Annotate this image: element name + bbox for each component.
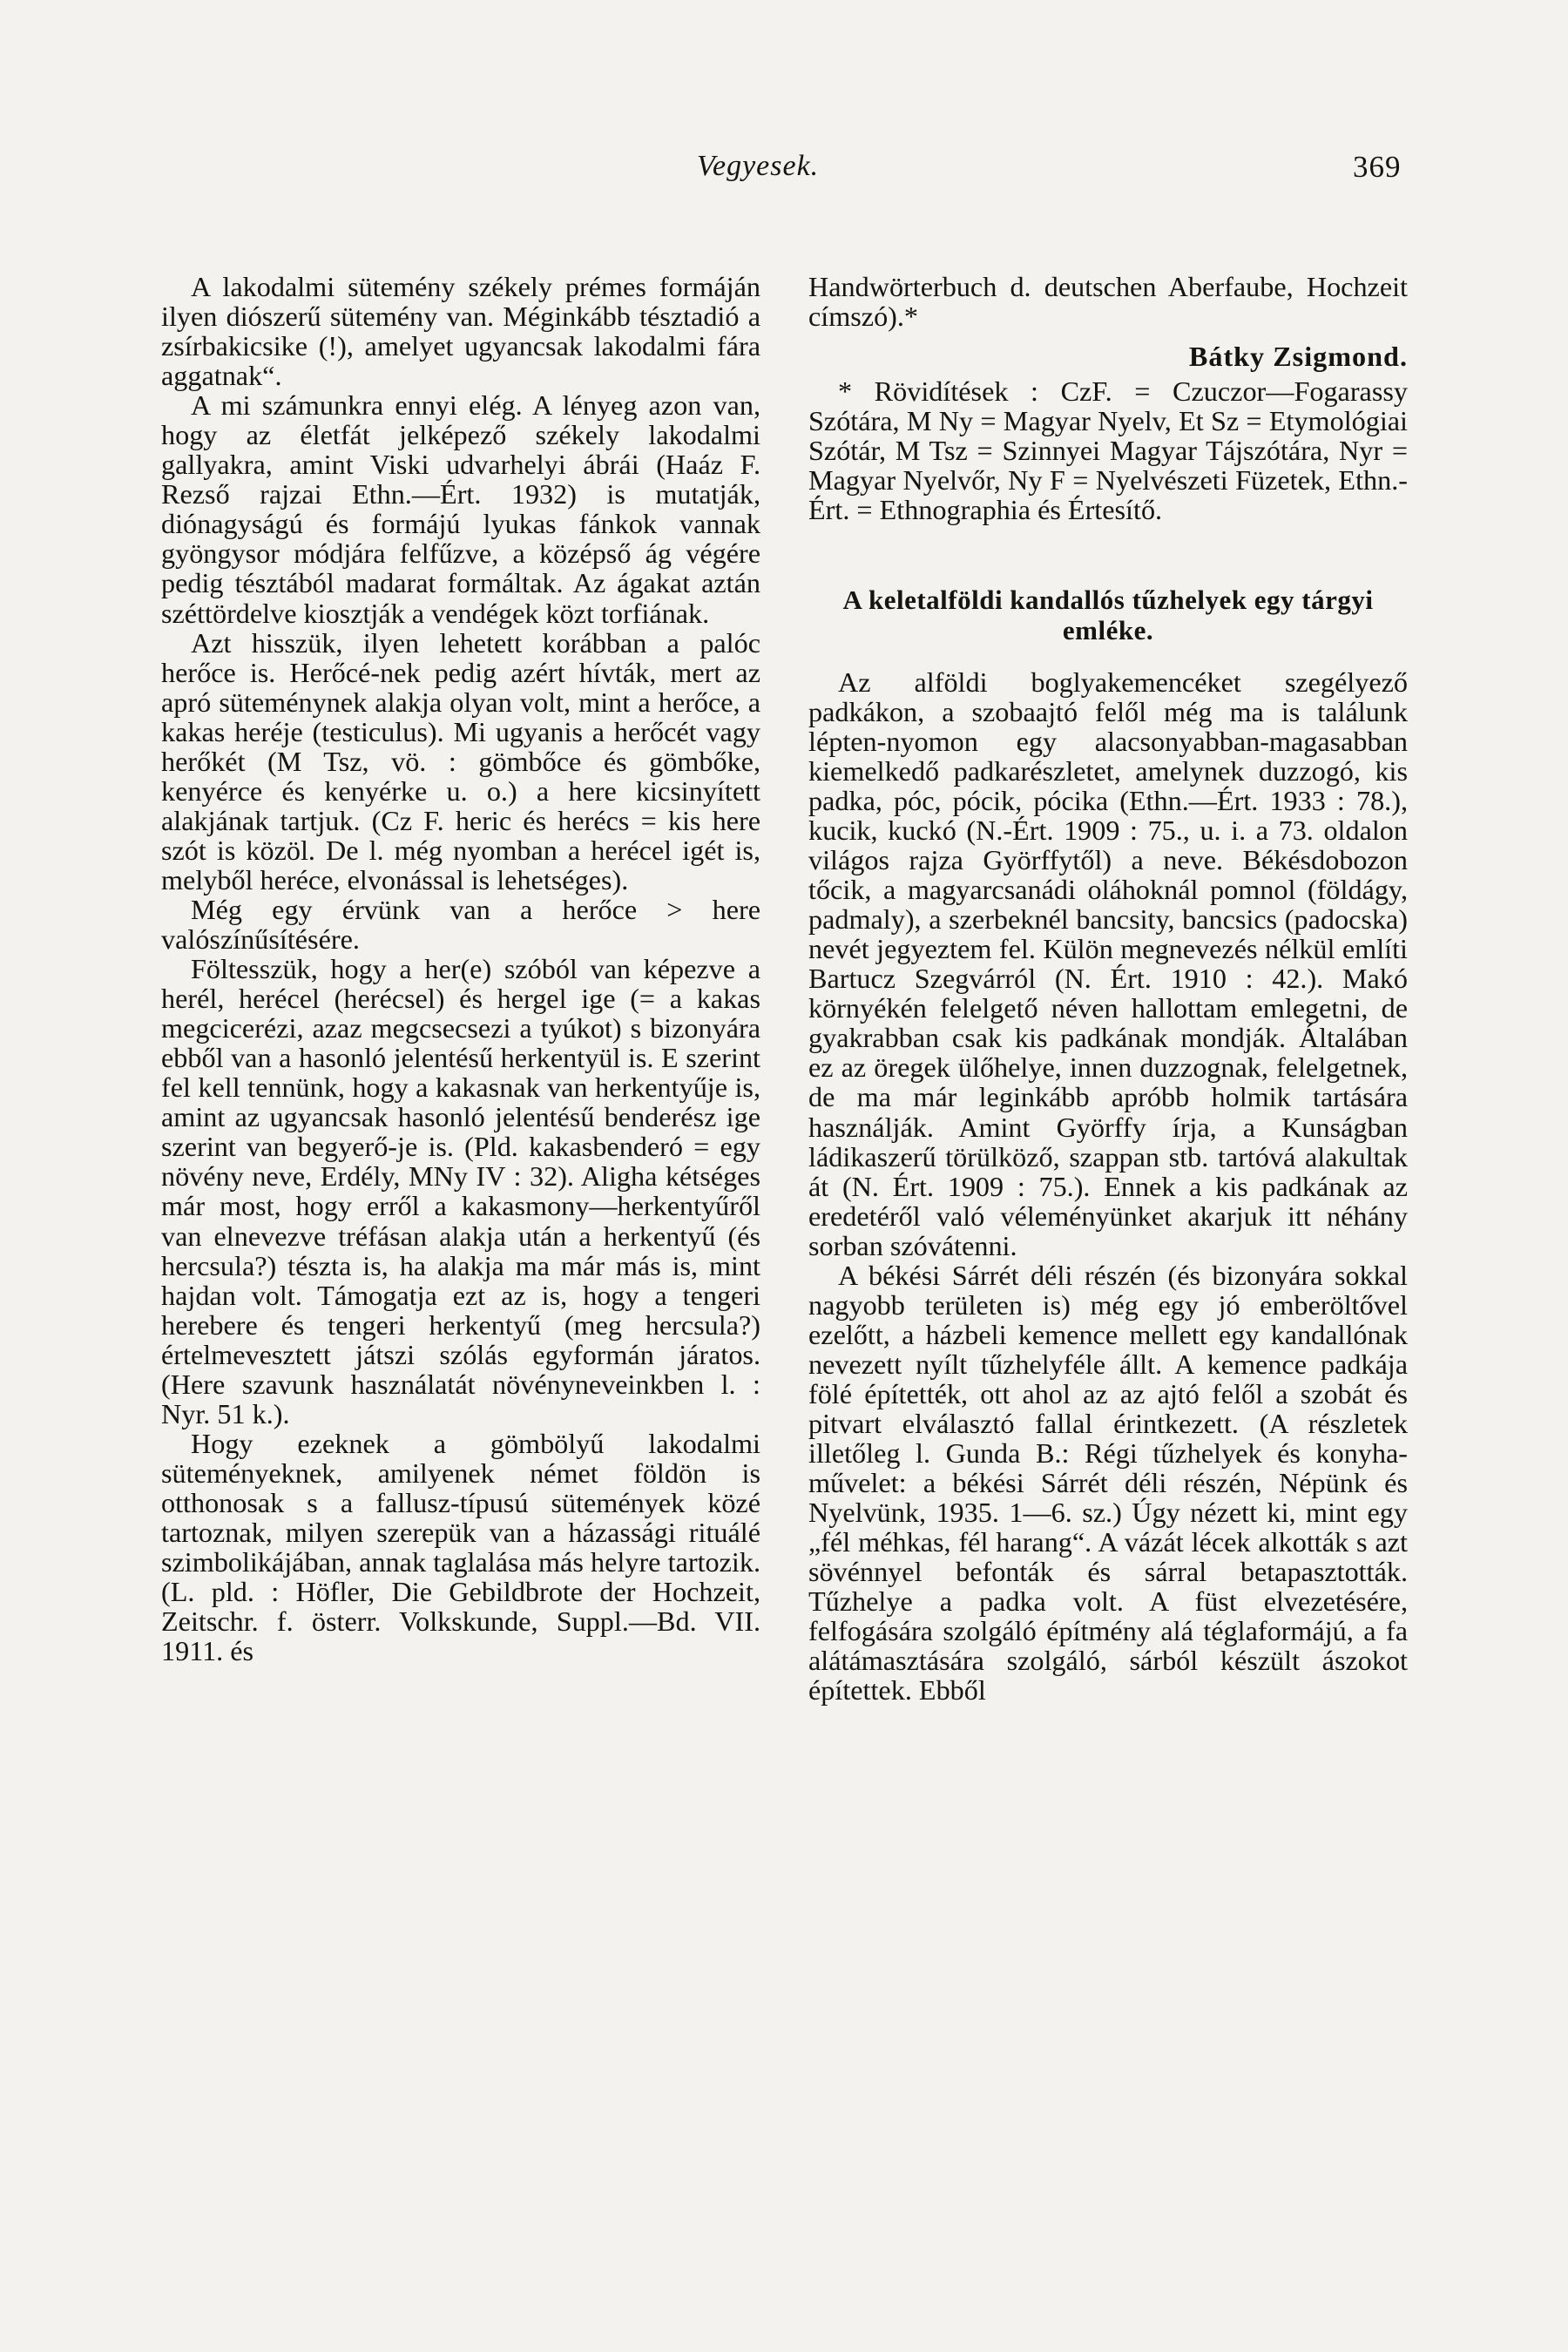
section-title: A keletalföldi kandallós tűzhelyek egy tárgyi emléke. bbox=[842, 585, 1374, 646]
author-signature: Bátky Zsigmond. bbox=[1188, 341, 1408, 373]
footnote: * Rövidítések : CzF. = Czuczor—Fogarassy Szótára, M Ny = Magyar Nyelv, Et Sz = Etymológiai Szótár, M Tsz = Szinnyei Magyar Tájszótára, Nyr = Magyar Nyelvőr, Ny F = Nyelvészeti Füzetek, Ethn.-Ért. = Ethnographia és Értesítő. bbox=[808, 375, 1408, 526]
page-number: 369 bbox=[1353, 150, 1402, 184]
paragraph: Föltesszük, hogy a her(e) szóból van képezve a herél, herécel (herécsel) és hergel ige (= a kakas megcicerézi, azaz megcsecsezi a tyúkot) s bizonyára ebből van a hasonló jelentésű herkentyül is. E szerint fel kell tennünk, hogy a kakasnak van herkentyűje is, amint az ugyancsak hasonló jelentésű benderész ige szerint van begyerő-je is. (Pld. kakasbenderó = egy növény neve, Erdély, MNy IV : 32). Aligha kétséges már most, hogy erről a kakasmony—herkentyűről van elnevezve tréfásan alakja után a herkentyű (és hercsula?) tészta is, ha alakja ma már más is, mint hajdan volt. Támogatja ezt az is, hogy a tengeri herebere és tengeri herkentyű (meg hercsula?) értelmevesztett játszi szólás egyformán járatos. (Here szavunk használatát növényneveinkben l. : Nyr. 51 k.). bbox=[161, 953, 760, 1429]
paragraph: A mi számunkra ennyi elég. A lényeg azon van, hogy az életfát jelképező székely lakodalmi gallyakra, amint Viski udvarhelyi ábrái (Haáz F. Rezső rajzai Ethn.—Ért. 1932) is mutatják, diónagyságú és formájú lyukas fánkok vannak gyöngysor módjára felfűzve, a középső ág végére pedig tésztából madarat formáltak. Az ágakat aztán széttördelve kiosztják a vendégek közt torfiának. bbox=[161, 389, 760, 629]
right-column bbox=[808, 272, 1408, 1705]
paragraph: Hogy ezeknek a gömbölyű lakodalmi süteményeknek, amilyenek német földön is otthonosak s a fallusz-típusú sütemények közé tartoznak, milyen szerepük van a házassági rituálé szimbolikájában, annak taglalása más helyre tartozik. (L. pld. : Höfler, Die Gebildbrote der Hochzeit, Zeitschr. f. österr. Volkskunde, Suppl.—Bd. VII. 1911. és bbox=[161, 1427, 760, 1667]
paragraph: Azt hisszük, ilyen lehetett korábban a palóc herőce is. Herőcé-nek pedig azért hívták, mert az apró süteménynek alakja olyan volt, mint a herőce, a kakas heréje (testiculus). Mi ugyanis a herőcét vagy herőkét (M Tsz, vö. : gömbőce és gömbőke, kenyérce és kenyérke u. o.) a here kicsinyített alakjának tartjuk. (Cz F. heric és herécs = kis here szót is közöl. De l. még nyomban a herécel igét is, melyből herécе, elvonással is lehetséges). bbox=[161, 626, 760, 896]
left-column bbox=[161, 272, 760, 1666]
paragraph: A békési Sárrét déli részén (és bizonyára sokkal nagyobb területen is) még egy jó emberöltővel ezelőtt, a házbeli kemence mellett egy kandallónak nevezett nyílt tűzhelyféle állt. A kemence padkája fölé építették, ott ahol az az ajtó felől a szobát és pitvart elválasztó fallal érintkezett. (A részletek illetőleg l. Gunda B.: Régi tűzhelyek és konyha-művelet: a békési Sárrét déli részén, Népünk és Nyelvünk, 1935. 1—6. sz.) Úgy nézett ki, mint egy „fél méhkas, fél harang“. A vázát lécek alkották s azt sövénnyel befonták és sárral betapasztották. Tűzhelye a padka volt. A füst elvezetésére, felfogására szolgáló építmény alá téglaformájú, a fa alátámasztására szolgáló, sárból készült ászokot építettek. Ebből bbox=[808, 1259, 1408, 1707]
continuation-text: Handwörterbuch d. deutschen Aberfaube, Hochzeit címszó).* bbox=[808, 271, 1408, 333]
running-head: Vegyesek. bbox=[697, 150, 820, 182]
paragraph: Az alföldi boglyakemencéket szegélyező padkákon, a szobaajtó felől még ma is találunk lépten-nyomon egy alacsonyabban-magasabban kiemelkedő padkarészletet, amelynek duzzogó, kis padka, póc, pócik, pócika (Ethn.—Ért. 1933 : 78.), kucik, kuckó (N.-Ért. 1909 : 75., u. i. a 73. oldalon világos rajza Györffytől) a neve. Békésdobozon tőcik, a magyarcsanádi oláhoknál pomnol (földágy, padmaly), a szerbeknél bancsity, bancsics (padocska) nevét jegyeztem fel. Külön megnevezés nélkül említi Bartucz Szegvárról (N. Ért. 1910 : 42.). Makó környékén felelgető néven hallottam emlegetni, de gyakrabban csak kis padkának mondják. Általában ez az öregek ülőhelye, innen duzzognak, felelgetnek, de ma már leginkább apróbb holmik tartására használják. Amint Györffy írja, a Kunságban ládikaszerű törülköző, szappan stb. tartóvá alakultak át (N. Ért. 1909 : 75.). Ennek a kis padkának az eredetéről való véleményünket akarjuk itt néhány sorban szóvátenni. bbox=[808, 666, 1408, 1261]
paragraph: Még egy érvünk van a herőce > here valószínűsítésére. bbox=[161, 893, 760, 956]
paragraph: A lakodalmi sütemény székely prémes formáján ilyen diószerű sütemény van. Méginkább tésztadió a zsírbakicsike (!), amelyet ugyancsak lakodalmi fára aggatnak“. bbox=[161, 271, 760, 392]
